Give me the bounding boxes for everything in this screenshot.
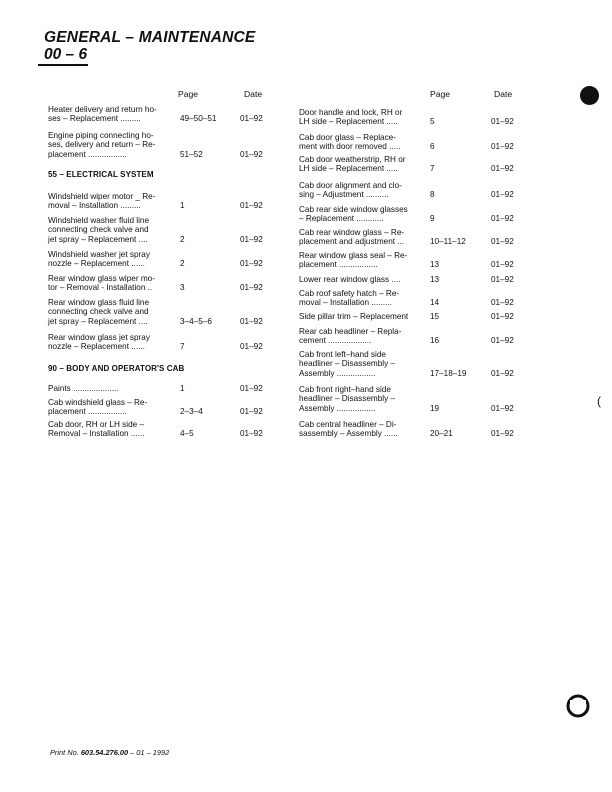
toc-date: 01–92 [240, 342, 263, 352]
toc-entry-line: Rear window glass fluid line [48, 298, 150, 307]
toc-entry-line: Windshield washer fluid line [48, 216, 150, 225]
toc-page-number: 16 [430, 336, 440, 346]
toc-entry [299, 385, 531, 413]
left-page-header: Page [178, 89, 199, 99]
toc-entry-line: Cab door glass – Replace- [299, 133, 396, 142]
toc-entry-line: ses – Replacement ......... [48, 114, 141, 124]
toc-entry-line: Cab front left–hand side [299, 350, 386, 359]
toc-entry-line: Cab rear window glass – Re- [299, 228, 405, 237]
toc-page-number: 7 [180, 342, 185, 352]
toc-page-number: 17–18–19 [430, 368, 467, 378]
toc-entry-line: moval – Installation ......... [299, 298, 392, 308]
toc-entry [48, 216, 280, 244]
toc-entry [48, 333, 280, 352]
section-heading: 55 – ELECTRICAL SYSTEM [48, 170, 154, 179]
toc-page-number: 14 [430, 298, 440, 308]
toc-date: 01–92 [491, 164, 514, 174]
toc-date: 01–92 [491, 275, 514, 284]
toc-date: 01–92 [491, 298, 514, 308]
toc-entry [48, 131, 280, 159]
toc-entry-line: Rear window glass jet spray [48, 333, 150, 342]
toc-page-number: 13 [430, 260, 440, 270]
header-section: 00 – 6 [44, 46, 88, 63]
toc-entry-line: Rear window glass seal – Re- [299, 251, 408, 260]
toc-date: 01–92 [240, 149, 263, 159]
toc-entry-line: Rear window glass wiper mo- [48, 274, 155, 283]
toc-entry-title [299, 327, 401, 346]
toc-date: 01–92 [240, 316, 263, 326]
toc-entry-line: LH side – Replacement ..... [299, 117, 398, 127]
toc-entry-line: Paints .................... [48, 384, 119, 393]
toc-page-number: 8 [430, 190, 435, 200]
toc-entry-line: Cab rear side window glasses [299, 205, 408, 214]
toc-entry [48, 420, 280, 439]
toc-entry [299, 275, 531, 284]
toc-entry-line: sing – Adjustment .......... [299, 190, 389, 200]
toc-entry [48, 105, 280, 124]
toc-entry [299, 108, 531, 127]
toc-entry-line: moval – Installation ......... [48, 201, 141, 211]
toc-entry-title [299, 181, 402, 200]
toc-date: 01–92 [491, 368, 514, 378]
toc-page-number: 10–11–12 [430, 237, 466, 247]
toc-date: 01–92 [240, 429, 263, 439]
toc-entry-line: headliner – Disassembly – [299, 394, 396, 404]
toc-entry-line: Assembly ................. [299, 368, 376, 378]
toc-entry-line: cement ................... [299, 336, 372, 346]
toc-entry-title [48, 384, 119, 393]
toc-entry-line: tor – Removal - Installation .. [48, 283, 153, 293]
toc-page-number: 3–4–5–6 [180, 316, 212, 326]
footer-suffix: – 01 – 1992 [128, 748, 170, 757]
toc-entry-line: Heater delivery and return ho- [48, 105, 157, 114]
toc-entry-title [48, 105, 157, 124]
toc-entry-line: Windshield wiper motor _ Re- [48, 192, 156, 201]
toc-date: 01–92 [491, 142, 514, 152]
toc-entry [299, 420, 531, 439]
toc-entry-title [299, 385, 395, 413]
toc-entry-title [299, 133, 400, 152]
toc-entry-title [48, 333, 150, 352]
footer-print-number: 603.54.276.00 [80, 748, 129, 757]
toc-entry [48, 384, 280, 393]
toc-date: 01–92 [240, 407, 263, 417]
toc-entry-line: Rear cab headliner – Repla- [299, 327, 402, 336]
toc-entry-line: Side pillar trim – Replacement [299, 312, 409, 321]
toc-entry-line: connecting check valve and [48, 225, 149, 235]
toc-entry [48, 398, 280, 417]
toc-entry-line: placement ................. [48, 149, 127, 159]
toc-entry-title [48, 274, 155, 293]
toc-page-number: 6 [430, 142, 435, 152]
toc-entry-line: jet spray – Replacement .... [48, 234, 148, 244]
toc-entry-line: jet spray – Replacement .... [48, 316, 148, 326]
toc-entry-line: Cab door, RH or LH side – [48, 420, 145, 429]
toc-entry [299, 312, 531, 321]
toc-entry-line: nozzle – Replacement ...... [48, 342, 145, 352]
toc-entry-line: Engine piping connecting ho- [48, 131, 154, 140]
toc-entry-line: connecting check valve and [48, 307, 149, 317]
toc-page-number: 19 [430, 403, 440, 413]
toc-page-number: 4–5 [180, 429, 194, 439]
toc-entry-line: Removal – Installation ...... [48, 429, 145, 439]
toc-page-number: 7 [430, 164, 435, 174]
toc-entry-line: Cab door alignment and clo- [299, 181, 402, 190]
toc-date: 01–92 [240, 283, 263, 293]
toc-entry-title [48, 398, 147, 417]
ring-mark [566, 694, 590, 718]
toc-entry [299, 181, 531, 200]
toc-entry-line: headliner – Disassembly – [299, 359, 396, 369]
toc-entry-line: – Replacement ............ [299, 214, 384, 224]
toc-entry [299, 133, 531, 152]
toc-date: 01–92 [491, 429, 514, 439]
punch-hole-mark [580, 86, 599, 105]
toc-entry-title [299, 289, 399, 308]
toc-page-number: 9 [430, 214, 435, 224]
toc-page-number: 51–52 [180, 149, 203, 159]
toc-entry-title [299, 420, 398, 439]
toc-date: 01–92 [491, 312, 514, 321]
toc-page-number: 1 [180, 384, 185, 393]
toc-entry [299, 289, 531, 308]
toc-entry-line: placement ................. [299, 260, 378, 270]
toc-entry-title [299, 312, 408, 321]
toc-date: 01–92 [240, 114, 263, 124]
toc-page-number: 3 [180, 283, 185, 293]
toc-page-number: 5 [430, 117, 435, 127]
right-date-header: Date [494, 89, 513, 99]
toc-page-number: 1 [180, 201, 185, 211]
toc-page-number: 20–21 [430, 429, 453, 439]
toc-entry-line: Cab front right–hand side [299, 385, 391, 394]
toc-entry-title [299, 155, 405, 174]
toc-entry-title [48, 250, 150, 269]
toc-entry-line: Cab windshield glass – Re- [48, 398, 148, 407]
toc-entry [299, 155, 531, 174]
toc-date: 01–92 [240, 259, 263, 269]
toc-entry-title [299, 350, 395, 378]
toc-entry-line: Assembly ................. [299, 403, 376, 413]
toc-date: 01–92 [491, 336, 514, 346]
toc-entry-line: ment with door removed ..... [299, 142, 401, 152]
left-date-header: Date [244, 89, 263, 99]
margin-mark: ( [597, 394, 601, 408]
toc-entry-line: Door handle and lock, RH or [299, 108, 403, 117]
header-rule [38, 64, 88, 66]
toc-date: 01–92 [491, 214, 514, 224]
toc-date: 01–92 [240, 384, 263, 393]
toc-page-number: 15 [430, 312, 440, 321]
toc-entry-title [299, 108, 402, 127]
toc-entry [48, 192, 280, 211]
toc-entry-line: Cab door weatherstrip, RH or [299, 155, 406, 164]
toc-entry-line: placement and adjustment ... [299, 237, 405, 247]
section-heading: 90 – BODY AND OPERATOR'S CAB [48, 364, 185, 373]
toc-date: 01–92 [491, 117, 514, 127]
toc-entry [299, 350, 531, 378]
toc-entry-line: Windshield washer jet spray [48, 250, 150, 259]
toc-entry-title [299, 228, 404, 247]
header-title: GENERAL – MAINTENANCE [44, 29, 256, 46]
toc-entry [299, 228, 531, 247]
toc-entry-line: nozzle – Replacement ...... [48, 259, 145, 269]
toc-entry [299, 205, 531, 224]
toc-entry [48, 250, 280, 269]
toc-entry-title [48, 216, 149, 244]
toc-page-number: 2 [180, 259, 185, 269]
toc-date: 01–92 [491, 237, 514, 247]
toc-entry-line: placement ................. [48, 407, 127, 417]
toc-entry [48, 274, 280, 293]
toc-date: 01–92 [491, 403, 514, 413]
toc-entry-title [48, 131, 155, 159]
toc-entry-line: Cab roof safety hatch – Re- [299, 289, 400, 298]
toc-date: 01–92 [491, 190, 514, 200]
print-footer [50, 748, 169, 757]
toc-entry [48, 298, 280, 326]
toc-entry-line: sassembly – Assembly ...... [299, 429, 398, 439]
toc-entry-title [48, 420, 144, 439]
toc-entry-line: ses, delivery and return – Re- [48, 140, 156, 150]
toc-entry-title [48, 192, 155, 211]
toc-entry [299, 327, 531, 346]
toc-entry-title [299, 275, 400, 284]
toc-entry-line: Cab central headliner – Di- [299, 420, 397, 429]
page-header [44, 29, 255, 63]
toc-page-number: 13 [430, 275, 440, 284]
toc-entry-line: Lower rear window glass .... [299, 275, 401, 284]
toc-page-number: 2–3–4 [180, 407, 203, 417]
toc-entry-title [48, 298, 149, 326]
toc-date: 01–92 [491, 260, 514, 270]
toc-entry [299, 251, 531, 270]
toc-page-number: 2 [180, 234, 185, 244]
toc-date: 01–92 [240, 201, 263, 211]
footer-prefix: Print No. [50, 748, 81, 757]
toc-entry-line: LH side – Replacement ..... [299, 164, 398, 174]
toc-page-number: 49–50–51 [180, 114, 217, 124]
toc-date: 01–92 [240, 234, 263, 244]
toc-entry-title [299, 205, 408, 224]
right-page-header: Page [430, 89, 451, 99]
toc-entry-title [299, 251, 407, 270]
